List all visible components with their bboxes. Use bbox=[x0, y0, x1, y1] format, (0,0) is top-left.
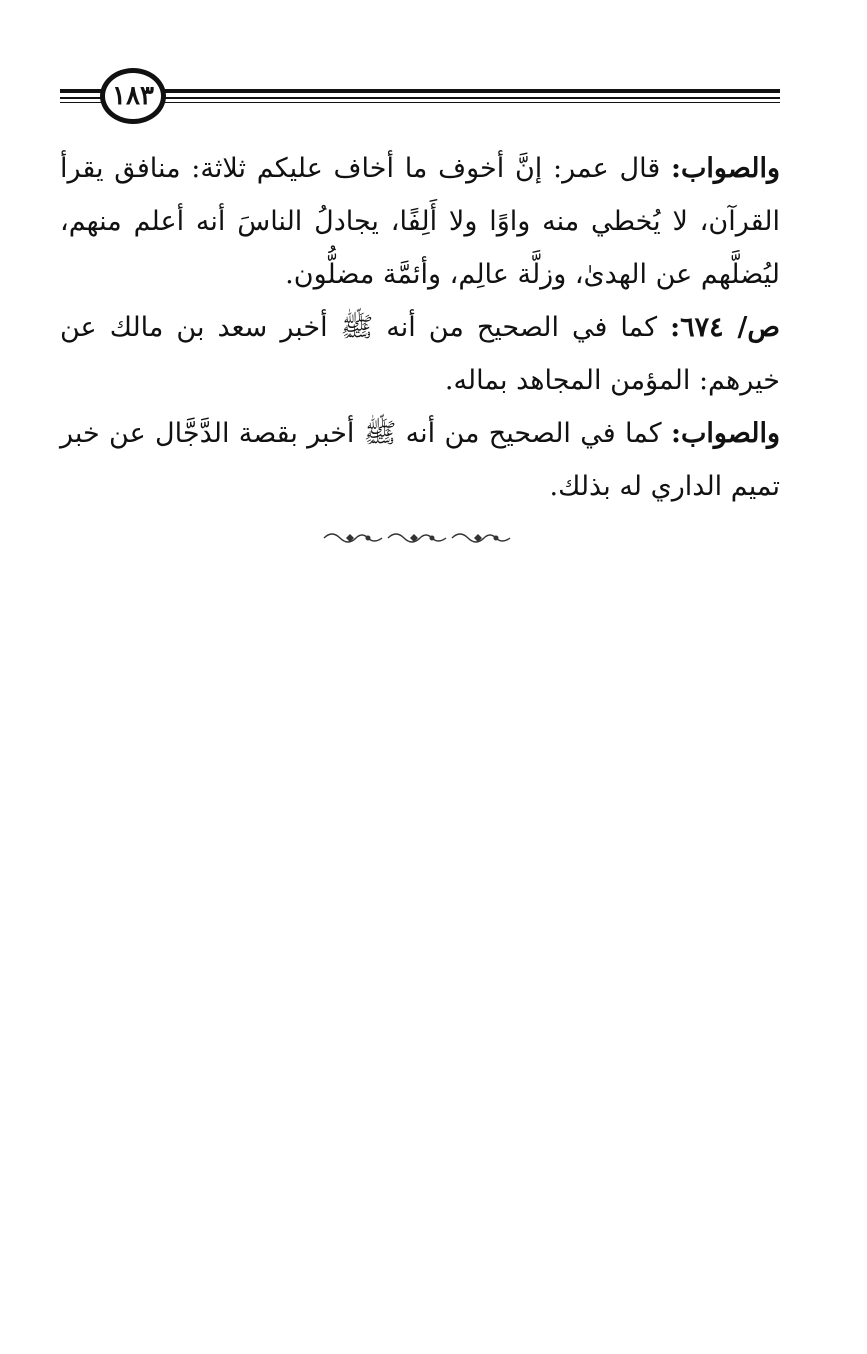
paragraph bbox=[60, 301, 780, 407]
paragraph-lead: والصواب: bbox=[670, 418, 780, 449]
header-rule bbox=[60, 89, 780, 93]
page-number: ١٨٣ bbox=[112, 81, 154, 111]
page-header bbox=[60, 68, 780, 128]
page-body bbox=[60, 142, 780, 513]
paragraph-lead: ص/ ٦٧٤: bbox=[670, 312, 780, 343]
page-number-badge bbox=[100, 68, 166, 124]
paragraph-text: قال عمر: إنَّ أخوف ما أخاف عليكم ثلاثة: منافق يقرأ القرآن، لا يُخطي منه واوًا ولا أَلِفًا، يجادلُ الناسَ أنه أعلم منهم، ليُضلَّهم عن الهدىٰ، وزلَّة عالِم، وأئمَّة مضلُّون. bbox=[60, 153, 780, 290]
paragraph-text: كما في الصحيح من أنه ﷺ أخبر سعد بن مالك عن خيرهم: المؤمن المجاهد بماله. bbox=[60, 312, 780, 396]
header-rule bbox=[60, 102, 780, 103]
section-divider-ornament bbox=[318, 528, 518, 548]
paragraph-text: كما في الصحيح من أنه ﷺ أخبر بقصة الدَّجَّال عن خبر تميم الداري له بذلك. bbox=[60, 418, 780, 502]
header-rule bbox=[60, 97, 780, 99]
paragraph bbox=[60, 407, 780, 513]
paragraph-lead: والصواب: bbox=[670, 153, 780, 184]
paragraph bbox=[60, 142, 780, 301]
